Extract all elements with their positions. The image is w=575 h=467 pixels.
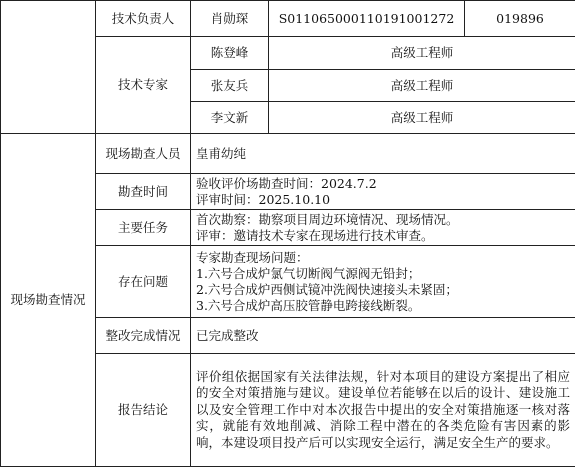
expert-title: 高级工程师: [269, 37, 575, 70]
task-line: 评审：邀请技术专家在现场进行技术审查。: [196, 227, 434, 243]
tech-lead-member-no: 019896: [465, 1, 575, 37]
conclusion-label: 报告结论: [96, 354, 191, 467]
issues-value: [191, 246, 575, 318]
tech-lead-cert-no: S011065000110191001272: [269, 1, 465, 37]
rectification-label: 整改完成情况: [96, 318, 191, 354]
inspector-row: [1, 134, 575, 174]
tasks-label: 主要任务: [96, 210, 191, 246]
experts-label: 技术专家: [96, 37, 191, 134]
conclusion-text: 评价组依据国家有关法律法规，针对本项目的建设方案提出了相应的安全对策措施与建议。建设单位若能够在以后的设计、建设施工以及安全管理工作中对本次报告中提出的安全对策措施逐一核对落实，就能有效地削减、消除工程中潜在的各类危险有害因素的影响，本建设项目投产后可以实现安全运行，满足安全生产的要求。: [191, 354, 575, 467]
tech-lead-row: [1, 1, 575, 37]
expert-name: 陈登峰: [191, 37, 269, 70]
expert-title: 高级工程师: [269, 102, 575, 134]
issue-line: 1.六号合成炉氯气切断阀气源阀无铅封；: [196, 265, 421, 281]
issues-label: 存在问题: [96, 246, 191, 318]
survey-section-label: 现场勘查情况: [1, 134, 96, 467]
survey-time-label: 勘查时间: [96, 174, 191, 210]
survey-time-line: 评审时间：2025.10.10: [196, 191, 331, 207]
tasks-value: [191, 210, 575, 246]
blank-cell: [1, 1, 96, 134]
inspector-value: 皇甫幼纯: [191, 134, 575, 174]
expert-title: 高级工程师: [269, 70, 575, 102]
task-line: 首次勘察：勘察项目周边环境情况、现场情况。: [196, 211, 459, 227]
tech-lead-label: 技术负责人: [96, 1, 191, 37]
issue-line: 专家勘查现场问题：: [196, 249, 309, 265]
survey-time-value: [191, 174, 575, 210]
expert-name: 李文新: [191, 102, 269, 134]
tech-lead-name: 肖勋琛: [191, 1, 269, 37]
inspector-label: 现场勘查人员: [96, 134, 191, 174]
rectification-value: 已完成整改: [191, 318, 575, 354]
issue-line: 2.六号合成炉西侧试镜冲洗阀快速接头未紧固；: [196, 281, 458, 297]
issue-line: 3.六号合成炉高压胶管静电跨接线断裂。: [196, 297, 421, 313]
expert-name: 张友兵: [191, 70, 269, 102]
survey-time-line: 验收评价场勘查时间：2024.7.2: [196, 175, 377, 191]
